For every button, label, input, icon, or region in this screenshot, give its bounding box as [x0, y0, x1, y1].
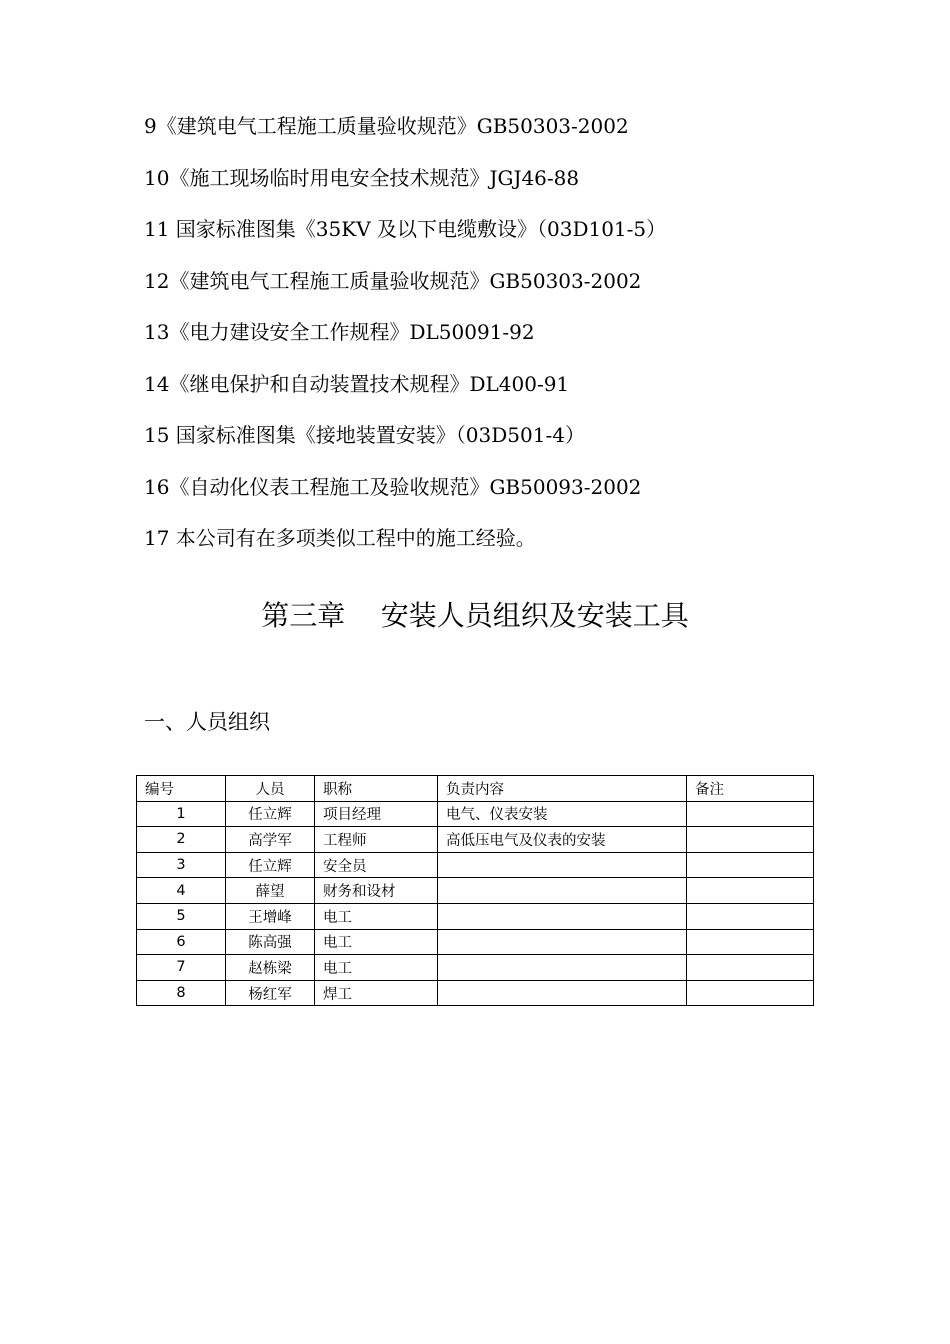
cell-person: 任立辉 [226, 801, 315, 827]
table-header-row [137, 776, 814, 802]
cell-title: 电工 [315, 903, 438, 929]
cell-title: 安全员 [315, 852, 438, 878]
cell-title: 电工 [315, 955, 438, 981]
cell-number: 4 [137, 878, 226, 904]
table-row [137, 903, 814, 929]
section-title: 一、人员组织 [144, 710, 270, 734]
reference-item: 15 国家标准图集《接地装置安装》（03D501-4） [144, 423, 585, 447]
cell-responsibility [438, 955, 687, 981]
header-responsibility: 负责内容 [438, 776, 687, 802]
cell-responsibility: 电气、仪表安装 [438, 801, 687, 827]
cell-remarks [687, 801, 814, 827]
cell-number: 7 [137, 955, 226, 981]
cell-number: 1 [137, 801, 226, 827]
cell-title: 财务和设材 [315, 878, 438, 904]
table-row [137, 801, 814, 827]
table-row [137, 955, 814, 981]
table-row [137, 852, 814, 878]
cell-number: 3 [137, 852, 226, 878]
chapter-title: 第三章 安装人员组织及安装工具 [261, 599, 689, 632]
reference-item: 10《施工现场临时用电安全技术规范》JGJ46-88 [144, 165, 580, 190]
reference-item: 12《建筑电气工程施工质量验收规范》GB50303-2002 [144, 268, 642, 293]
cell-remarks [687, 878, 814, 904]
cell-remarks [687, 980, 814, 1006]
reference-item: 14《继电保护和自动装置技术规程》DL400-91 [144, 371, 570, 396]
cell-person: 赵栋梁 [226, 955, 315, 981]
cell-title: 电工 [315, 929, 438, 955]
cell-title: 项目经理 [315, 801, 438, 827]
cell-remarks [687, 955, 814, 981]
cell-remarks [687, 929, 814, 955]
cell-number: 2 [137, 827, 226, 853]
cell-person: 高学军 [226, 827, 315, 853]
cell-remarks [687, 903, 814, 929]
reference-item: 9《建筑电气工程施工质量验收规范》GB50303-2002 [144, 114, 629, 138]
reference-item: 13《电力建设安全工作规程》DL50091-92 [144, 320, 535, 344]
reference-item: 16《自动化仪表工程施工及验收规范》GB50093-2002 [144, 474, 642, 499]
cell-title: 工程师 [315, 827, 438, 853]
header-person: 人员 [226, 776, 315, 802]
reference-item: 17 本公司有在多项类似工程中的施工经验。 [144, 526, 536, 550]
table-row [137, 878, 814, 904]
cell-remarks [687, 827, 814, 853]
cell-number: 6 [137, 929, 226, 955]
cell-person: 陈高强 [226, 929, 315, 955]
header-number: 编号 [137, 776, 226, 802]
reference-item: 11 国家标准图集《35KV 及以下电缆敷设》（03D101-5） [144, 217, 667, 241]
cell-person: 薛望 [226, 878, 315, 904]
cell-responsibility: 高低压电气及仪表的安装 [438, 827, 687, 853]
cell-person: 任立辉 [226, 852, 315, 878]
table-row [137, 980, 814, 1006]
cell-responsibility [438, 852, 687, 878]
table-row [137, 929, 814, 955]
cell-person: 王增峰 [226, 903, 315, 929]
cell-number: 5 [137, 903, 226, 929]
cell-number: 8 [137, 980, 226, 1006]
reference-list [144, 108, 904, 572]
cell-responsibility [438, 878, 687, 904]
cell-title: 焊工 [315, 980, 438, 1006]
cell-person: 杨红军 [226, 980, 315, 1006]
cell-responsibility [438, 980, 687, 1006]
cell-responsibility [438, 903, 687, 929]
header-title: 职称 [315, 776, 438, 802]
cell-remarks [687, 852, 814, 878]
table-row [137, 827, 814, 853]
header-remarks: 备注 [687, 776, 814, 802]
staff-table [136, 775, 814, 1006]
cell-responsibility [438, 929, 687, 955]
